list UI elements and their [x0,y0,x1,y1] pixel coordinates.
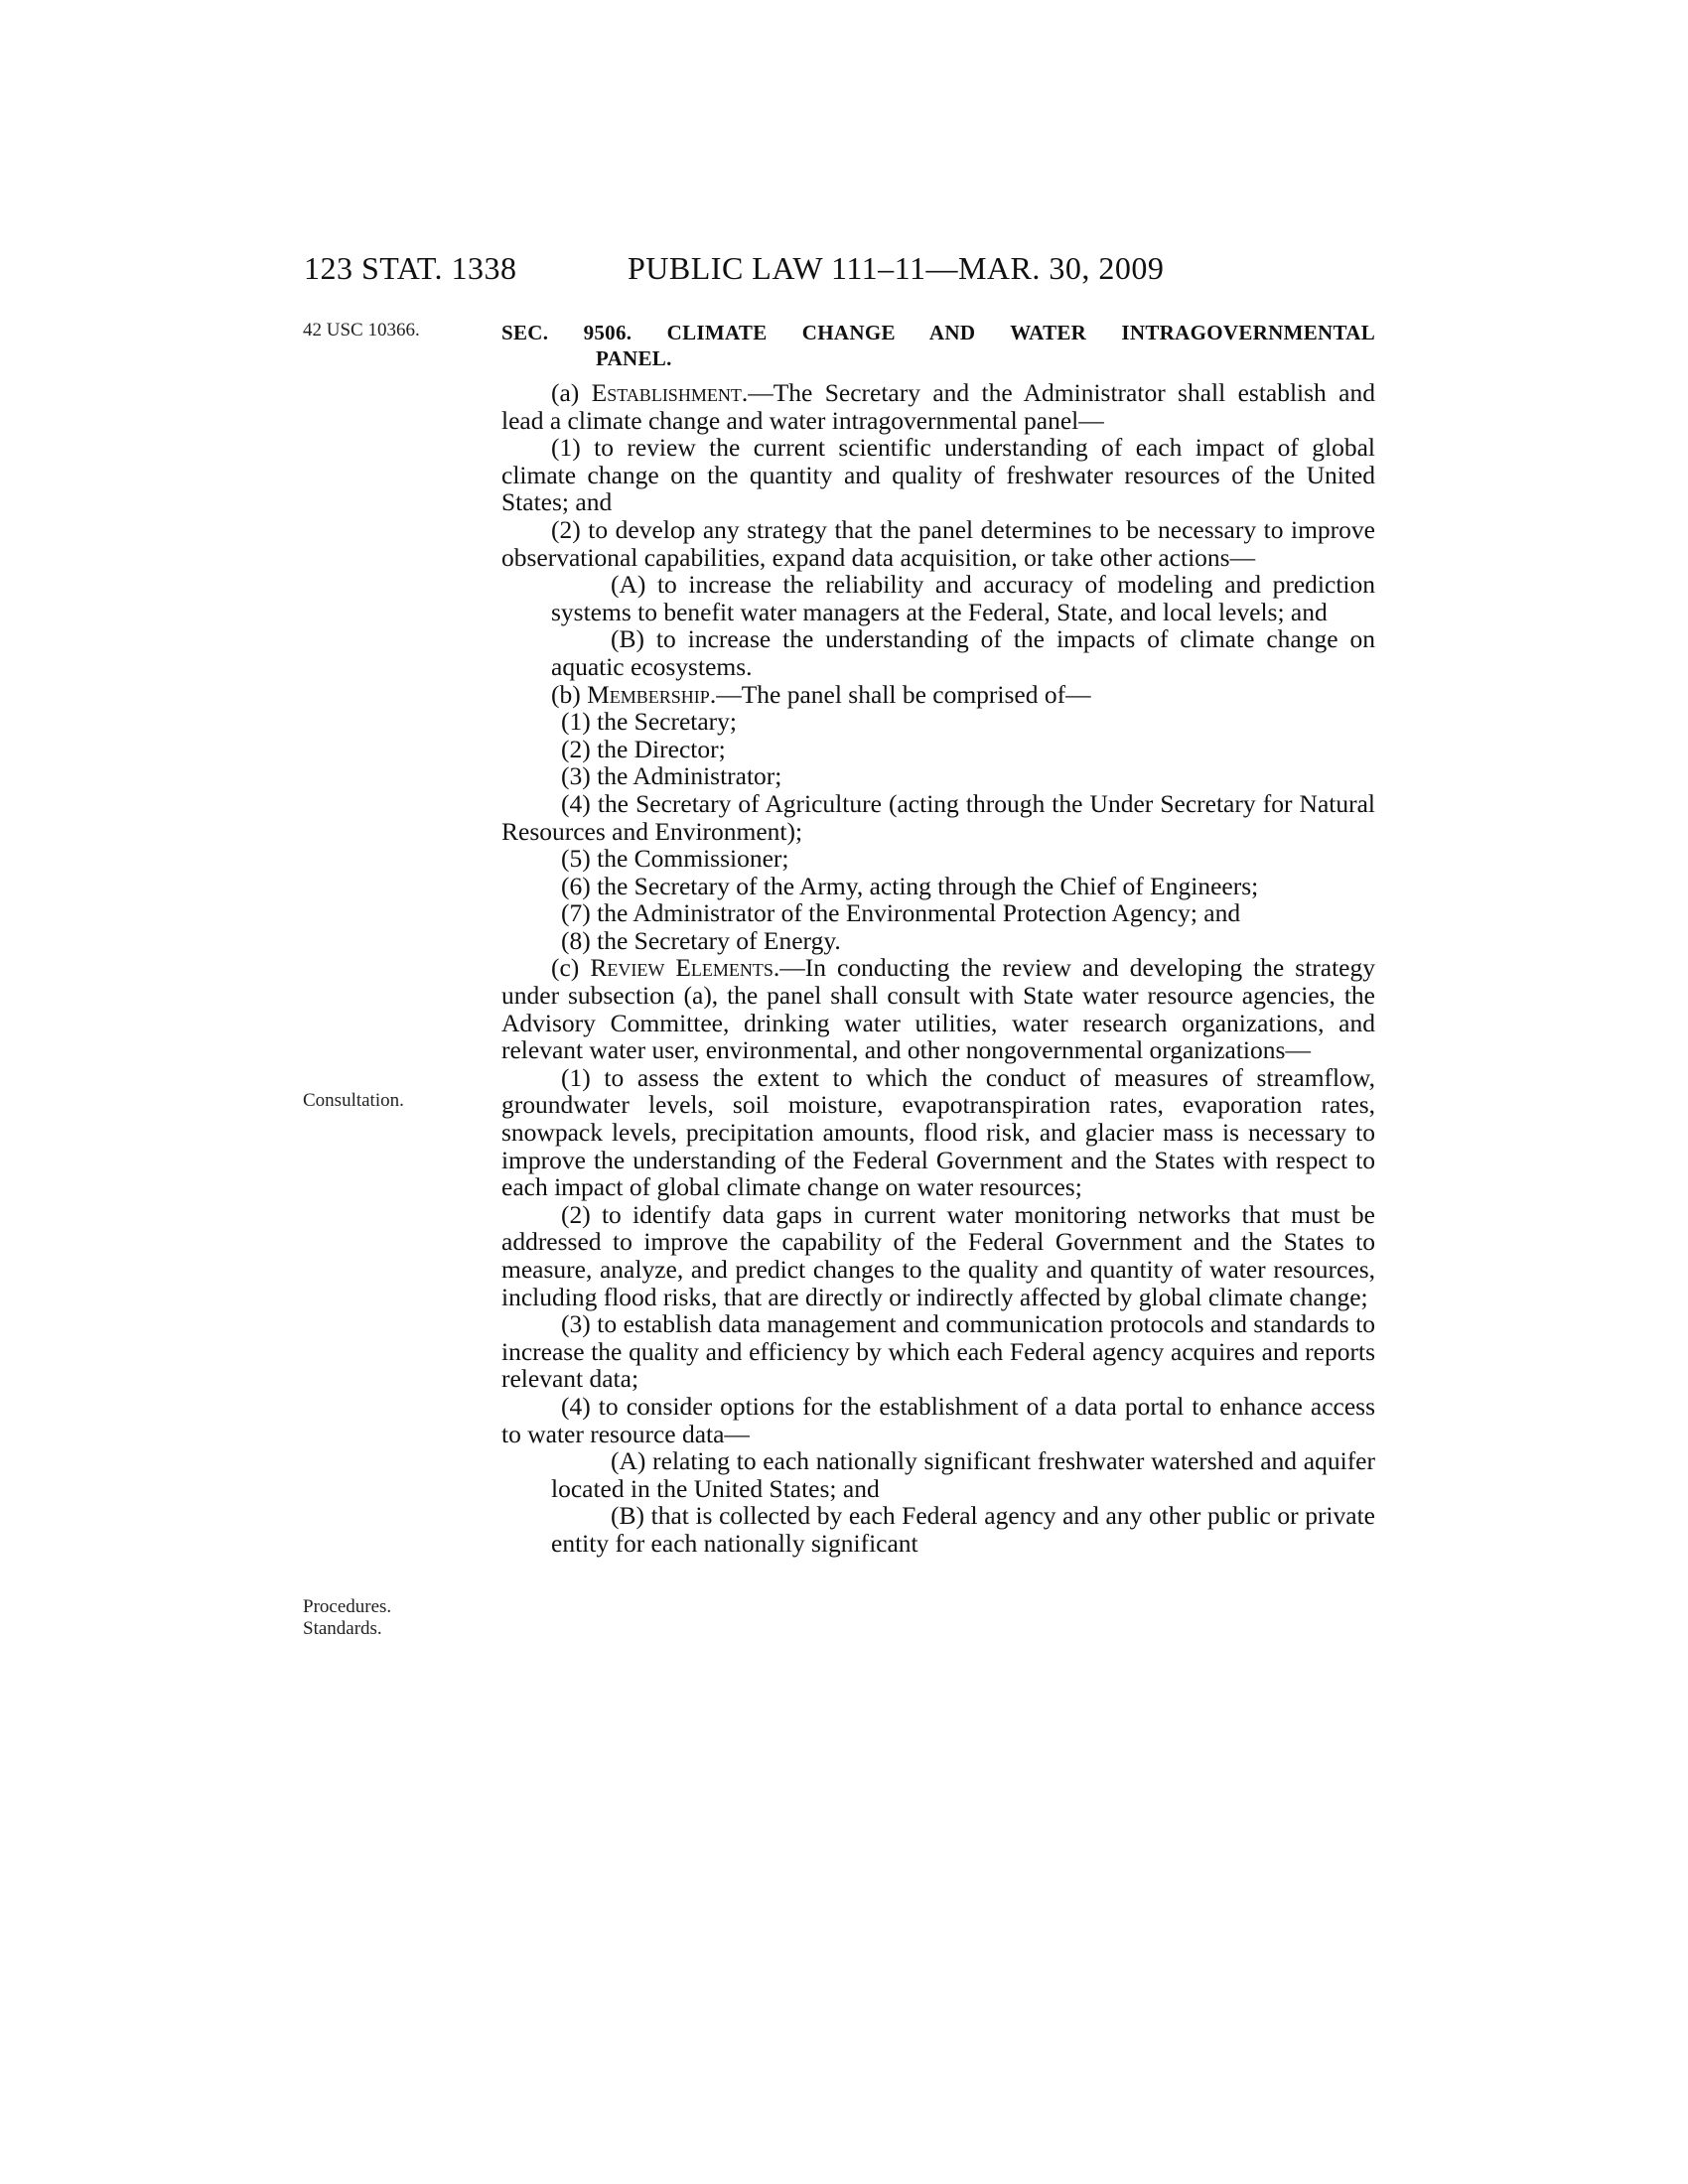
member-3: (3) the Administrator; [561,761,782,791]
section-heading-line1: SEC. 9506. CLIMATE CHANGE AND WATER INTRAGOVERNMENTAL [501,321,1375,344]
subsection-c [501,954,1375,1063]
subsection-b [501,681,1375,709]
subsection-b-caption: Membership [587,679,710,709]
public-law-header: PUBLIC LAW 111–11—MAR. 30, 2009 [628,250,1165,286]
margin-note-usc: 42 USC 10366. [303,320,420,341]
paragraph-a2: (2) to develop any strategy that the panel determines to be necessary to improve observational capabilities, expand data acquisition, or take other actions— [501,514,1375,572]
margin-note-consultation: Consultation. [303,1090,404,1111]
section-heading-line2: PANEL. [596,346,672,370]
member-8: (8) the Secretary of Energy. [561,925,841,955]
subparagraph-a2A: (A) to increase the reliability and accuracy of modeling and prediction systems to benefit water managers at the Federal, State, and local levels; and [551,570,1375,626]
margin-note-standards: Standards. [303,1618,382,1639]
section-heading [501,320,1375,371]
paragraph-c2: (2) to identify data gaps in current water monitoring networks that must be addressed to improve the capability of the Federal Government and the States to measure, analyze, and predict changes to the quality and quantity of water resources, including flood risks, that are directly or indirectly affected by global climate change; [501,1199,1375,1311]
paragraph-c4: (4) to consider options for the establishment of a data portal to enhance access to water resource data— [501,1391,1375,1448]
subparagraph-c4B: (B) that is collected by each Federal agency and any other public or private entity for each nationally significant [551,1501,1375,1558]
paragraph-a1: (1) to review the current scientific understanding of each impact of global climate change on the quantity and quality of freshwater resources of the United States; and [501,433,1375,517]
subsection-a-label: (a) [551,378,592,407]
subsection-b-label: (b) [551,679,588,709]
member-5: (5) the Commissioner; [561,844,789,874]
member-1: (1) the Secretary; [561,707,737,737]
paragraph-c3: (3) to establish data management and communication protocols and standards to increase the quality and efficiency by which each Federal agency acquires and reports relevant data; [501,1309,1375,1394]
member-7: (7) the Administrator of the Environmental Protection Agency; and [561,898,1241,928]
subsection-c-text: .—In conducting the review and developing the strategy under subsection (a), the panel shall consult with State water resource agencies, the Advisory Committee, drinking water utilities, water research organizations, and relevant water user, environmental, and other nongovernmental organizations— [501,953,1375,1065]
subsection-a-caption: Establishment [591,378,742,407]
subparagraph-a2B: (B) to increase the understanding of the impacts of climate change on aquatic ecosystems. [551,624,1375,681]
section-body [501,379,1375,1558]
subsection-c-caption: Review Elements [590,953,774,983]
member-2: (2) the Director; [561,734,726,763]
paragraph-c1: (1) to assess the extent to which the conduct of measures of streamflow, groundwater levels, soil moisture, evapotranspiration rates, evaporation rates, snowpack levels, precipitation amounts, flood risk, and glacier mass is necessary to improve the understanding of the Federal Government and the States with respect to each impact of global climate change on water resources; [501,1062,1375,1202]
subsection-a-text: .—The Secretary and the Administrator shall establish and lead a climate change and water intragovernmental panel— [501,378,1375,435]
subsection-b-text: .—The panel shall be comprised of— [709,679,1091,709]
member-4: (4) the Secretary of Agriculture (acting through the Under Secretary for Natural Resources and Environment); [501,788,1375,846]
margin-note-procedures: Procedures. [303,1596,392,1617]
subsection-a [501,379,1375,434]
member-6: (6) the Secretary of the Army, acting through the Chief of Engineers; [561,871,1259,900]
subsection-c-label: (c) [551,953,591,983]
statute-page-reference: 123 STAT. 1338 [304,250,517,286]
subparagraph-c4A: (A) relating to each nationally significant freshwater watershed and aquifer located in the United States; and [551,1446,1375,1503]
